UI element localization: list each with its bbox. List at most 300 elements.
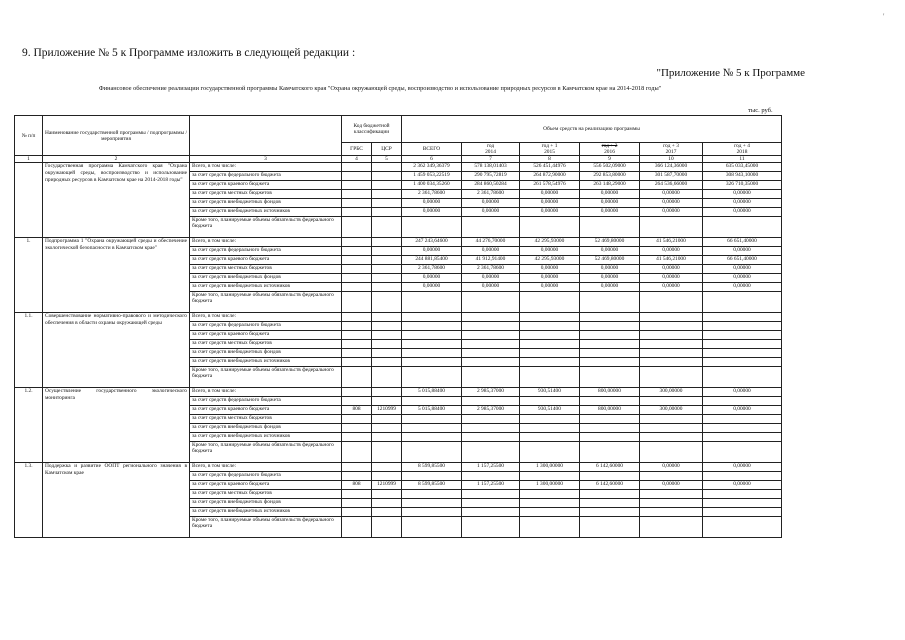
table-row [15, 463, 782, 472]
year-amount [703, 292, 782, 313]
funding-source: за счет средств краевого бюджета [190, 406, 342, 415]
funding-source: за счет средств краевого бюджета [190, 181, 342, 190]
year-amount [580, 331, 640, 340]
year-amount [580, 322, 640, 331]
col-index: 10 [640, 156, 703, 163]
year-amount [520, 508, 580, 517]
col-index: 1 [15, 156, 43, 163]
year-amount [640, 424, 703, 433]
year-amount [462, 349, 520, 358]
column-index-row [15, 156, 782, 163]
csr-code [372, 463, 402, 472]
table-row [15, 313, 782, 322]
grbs-code [342, 283, 372, 292]
funding-source: за счет средств внебюджетных источников [190, 208, 342, 217]
funding-source: за счет средств внебюджетных фондов [190, 349, 342, 358]
year-amount: 0,00000 [703, 481, 782, 490]
grbs-code [342, 163, 372, 172]
funding-source: за счет средств федерального бюджета [190, 397, 342, 406]
program-name: Осуществление государственного экологического мониторинга [43, 388, 190, 463]
row-number: 1.3. [15, 463, 43, 538]
year-amount [580, 292, 640, 313]
col-index: 6 [402, 156, 462, 163]
year-amount: 301 587,70000 [640, 172, 703, 181]
year-amount [703, 397, 782, 406]
year-amount [520, 358, 580, 367]
header-total-label: ВСЕГО [422, 146, 441, 152]
col-index: 5 [372, 156, 402, 163]
header-year-3 [580, 143, 640, 156]
year-amount: 0,00000 [520, 265, 580, 274]
csr-code [372, 424, 402, 433]
funding-source: за счет средств федерального бюджета [190, 472, 342, 481]
year-amount [462, 397, 520, 406]
row-number: 1. [15, 238, 43, 313]
year-amount [580, 415, 640, 424]
total-amount: 2 361,78600 [402, 190, 462, 199]
grbs-code [342, 256, 372, 265]
year-amount: 1 300,00000 [520, 481, 580, 490]
total-amount [402, 331, 462, 340]
year-amount [520, 331, 580, 340]
year-label: год + 4 [734, 143, 750, 149]
csr-code [372, 199, 402, 208]
year-amount [520, 433, 580, 442]
csr-code [372, 472, 402, 481]
year-amount: 0,00000 [640, 265, 703, 274]
year-amount: 300,00000 [640, 406, 703, 415]
year-amount: 1 157,25500 [462, 463, 520, 472]
year-amount: 0,00000 [703, 199, 782, 208]
year-amount: 42 295,93000 [520, 238, 580, 247]
year-amount [462, 331, 520, 340]
grbs-code [342, 331, 372, 340]
year-amount: 308 943,10000 [703, 172, 782, 181]
year-amount: 300,00000 [640, 388, 703, 397]
year-amount: 0,00000 [580, 208, 640, 217]
total-amount: 0,00000 [402, 247, 462, 256]
csr-code [372, 217, 402, 238]
grbs-code [342, 340, 372, 349]
total-amount [402, 508, 462, 517]
grbs-code [342, 463, 372, 472]
grbs-code [342, 190, 372, 199]
funding-source: Кроме того, планируемые объемы обязательств федерального бюджета [190, 517, 342, 538]
year-amount: 6 142,60000 [580, 463, 640, 472]
year-amount [640, 358, 703, 367]
year-amount: 800,00000 [580, 406, 640, 415]
csr-code [372, 442, 402, 463]
year-amount: 0,00000 [520, 247, 580, 256]
csr-code [372, 388, 402, 397]
year-amount [640, 340, 703, 349]
year-amount: 2 361,78600 [462, 265, 520, 274]
year-amount: 290 795,72819 [462, 172, 520, 181]
year-amount [462, 292, 520, 313]
total-amount [402, 358, 462, 367]
program-name: Государственная программа Камчатского края "Охрана окружающей среды, воспроизводство и использование природных ресурсов в Камчатском крае на 2014-2018 годы" [43, 163, 190, 238]
grbs-code [342, 181, 372, 190]
year-amount: 0,00000 [703, 388, 782, 397]
year-amount: 1 300,00000 [520, 463, 580, 472]
year-amount: 0,00000 [640, 247, 703, 256]
year-amount: 326 710,35000 [703, 181, 782, 190]
year-amount: 41 546,21000 [640, 256, 703, 265]
year-amount: 0,00000 [703, 463, 782, 472]
year-amount [520, 340, 580, 349]
csr-code: 1210999 [372, 481, 402, 490]
year-amount [703, 349, 782, 358]
year-amount: 0,00000 [462, 247, 520, 256]
year-amount [640, 433, 703, 442]
year-amount [640, 322, 703, 331]
year-amount [520, 367, 580, 388]
funding-source: Кроме того, планируемые объемы обязательств федерального бюджета [190, 292, 342, 313]
csr-code [372, 172, 402, 181]
funding-source: Всего, в том числе: [190, 313, 342, 322]
grbs-code [342, 490, 372, 499]
year-value: 2014 [485, 149, 496, 155]
csr-code [372, 283, 402, 292]
header-year-5 [703, 143, 782, 156]
year-amount: 264 536,66000 [640, 181, 703, 190]
grbs-code [342, 442, 372, 463]
grbs-code [342, 217, 372, 238]
header-year-1 [462, 143, 520, 156]
total-amount: 244 881,85400 [402, 256, 462, 265]
col-index: 11 [703, 156, 782, 163]
csr-code [372, 292, 402, 313]
grbs-code [342, 292, 372, 313]
year-amount [640, 313, 703, 322]
table-row [15, 388, 782, 397]
total-amount: 1 459 053,22519 [402, 172, 462, 181]
funding-source: за счет средств местных бюджетов [190, 415, 342, 424]
funding-source: за счет средств краевого бюджета [190, 331, 342, 340]
total-amount [402, 424, 462, 433]
year-amount: 52 469,80000 [580, 256, 640, 265]
year-amount: 0,00000 [520, 208, 580, 217]
year-amount: 0,00000 [520, 190, 580, 199]
csr-code [372, 517, 402, 538]
year-amount: 52 469,80000 [580, 238, 640, 247]
year-amount: 0,00000 [580, 265, 640, 274]
csr-code [372, 274, 402, 283]
grbs-code [342, 499, 372, 508]
total-amount [402, 322, 462, 331]
col-index: 3 [190, 156, 342, 163]
header-source [190, 116, 342, 156]
funding-source: за счет средств краевого бюджета [190, 256, 342, 265]
grbs-code [342, 238, 372, 247]
year-amount: 0,00000 [703, 265, 782, 274]
year-amount [640, 415, 703, 424]
year-amount [580, 349, 640, 358]
year-amount: 0,00000 [580, 199, 640, 208]
year-amount [703, 433, 782, 442]
year-amount [520, 397, 580, 406]
year-amount [520, 322, 580, 331]
funding-source: за счет средств федерального бюджета [190, 172, 342, 181]
csr-code [372, 433, 402, 442]
year-amount [703, 508, 782, 517]
year-amount: 635 033,45000 [703, 163, 782, 172]
year-amount: 0,00000 [640, 190, 703, 199]
year-amount [580, 397, 640, 406]
grbs-code: 808 [342, 406, 372, 415]
year-amount [462, 217, 520, 238]
total-amount: 5 015,88400 [402, 388, 462, 397]
total-amount: 0,00000 [402, 199, 462, 208]
csr-code [372, 163, 402, 172]
funding-source: за счет средств внебюджетных источников [190, 508, 342, 517]
year-amount: 0,00000 [640, 463, 703, 472]
grbs-code [342, 424, 372, 433]
funding-source: за счет средств местных бюджетов [190, 340, 342, 349]
year-amount [520, 292, 580, 313]
year-amount [520, 349, 580, 358]
total-amount [402, 367, 462, 388]
total-amount: 0,00000 [402, 208, 462, 217]
funding-source: за счет средств местных бюджетов [190, 490, 342, 499]
year-amount: 263 148,29000 [580, 181, 640, 190]
funding-source: Кроме того, планируемые объемы обязательств федерального бюджета [190, 217, 342, 238]
year-amount [703, 490, 782, 499]
grbs-code: 808 [342, 481, 372, 490]
total-amount [402, 415, 462, 424]
year-amount: 366 124,36000 [640, 163, 703, 172]
year-amount [580, 499, 640, 508]
funding-source: за счет средств краевого бюджета [190, 481, 342, 490]
appendix-label: "Приложение № 5 к Программе [656, 67, 805, 79]
year-label: год [486, 143, 495, 149]
year-amount: 0,00000 [703, 208, 782, 217]
grbs-code [342, 349, 372, 358]
year-amount: 0,00000 [640, 274, 703, 283]
year-amount [703, 472, 782, 481]
year-value: 2016 [604, 149, 615, 155]
year-amount [520, 217, 580, 238]
year-amount [640, 517, 703, 538]
year-amount [703, 217, 782, 238]
total-amount [402, 340, 462, 349]
col-index: 8 [520, 156, 580, 163]
year-amount [703, 331, 782, 340]
year-amount: 42 295,93000 [520, 256, 580, 265]
header-year-2 [520, 143, 580, 156]
year-amount [462, 313, 520, 322]
total-amount: 2 362 349,36379 [402, 163, 462, 172]
header-volume: Объем средств на реализацию программы [402, 116, 782, 143]
year-amount [580, 472, 640, 481]
csr-code [372, 322, 402, 331]
header-year-4 [640, 143, 703, 156]
year-amount [462, 442, 520, 463]
funding-source: за счет средств внебюджетных источников [190, 283, 342, 292]
year-amount [462, 499, 520, 508]
csr-code [372, 349, 402, 358]
year-amount: 0,00000 [703, 274, 782, 283]
year-amount [703, 313, 782, 322]
year-amount: 0,00000 [640, 199, 703, 208]
funding-source: за счет средств внебюджетных фондов [190, 274, 342, 283]
csr-code [372, 358, 402, 367]
year-label: год + 3 [663, 143, 679, 149]
year-amount [580, 424, 640, 433]
year-amount: 526 451,44976 [520, 163, 580, 172]
csr-code [372, 265, 402, 274]
header-kbk: Код бюджетной классификации [342, 116, 402, 143]
total-amount [402, 517, 462, 538]
year-amount: 0,00000 [640, 283, 703, 292]
funding-source: Всего, в том числе: [190, 163, 342, 172]
year-amount [640, 508, 703, 517]
funding-source: за счет средств местных бюджетов [190, 265, 342, 274]
year-amount [703, 517, 782, 538]
year-amount [580, 517, 640, 538]
year-amount [580, 313, 640, 322]
total-amount [402, 442, 462, 463]
header-num: № п/п [15, 116, 43, 156]
year-amount [462, 367, 520, 388]
year-amount: 0,00000 [703, 283, 782, 292]
year-amount [462, 358, 520, 367]
csr-code [372, 340, 402, 349]
year-amount [640, 217, 703, 238]
total-amount: 8 599,85500 [402, 481, 462, 490]
csr-code [372, 508, 402, 517]
funding-source: за счет средств внебюджетных источников [190, 433, 342, 442]
year-amount [703, 415, 782, 424]
total-amount [402, 490, 462, 499]
total-amount: 1 400 034,35260 [402, 181, 462, 190]
year-amount: 556 502,09000 [580, 163, 640, 172]
total-amount [402, 217, 462, 238]
year-amount [462, 340, 520, 349]
grbs-code [342, 247, 372, 256]
year-amount: 261 578,54976 [520, 181, 580, 190]
year-amount [580, 442, 640, 463]
header-total [402, 143, 462, 156]
grbs-code [342, 397, 372, 406]
year-value: 2018 [736, 149, 748, 155]
year-amount: 930,51400 [520, 406, 580, 415]
grbs-code [342, 415, 372, 424]
total-amount: 247 243,64600 [402, 238, 462, 247]
year-amount: 41 912,91400 [462, 256, 520, 265]
year-amount: 0,00000 [462, 208, 520, 217]
year-amount: 41 546,21000 [640, 238, 703, 247]
year-amount [520, 313, 580, 322]
year-amount [520, 472, 580, 481]
year-amount [580, 433, 640, 442]
year-value: 2017 [665, 149, 677, 155]
year-amount: 6 142,60000 [580, 481, 640, 490]
total-amount: 8 599,85500 [402, 463, 462, 472]
total-amount [402, 292, 462, 313]
funding-source: за счет средств внебюджетных фондов [190, 424, 342, 433]
csr-code: 1210999 [372, 406, 402, 415]
grbs-code [342, 274, 372, 283]
funding-source: за счет средств федерального бюджета [190, 247, 342, 256]
funding-source: Всего, в том числе: [190, 238, 342, 247]
year-amount: 0,00000 [703, 247, 782, 256]
total-amount: 0,00000 [402, 274, 462, 283]
table-caption: Финансовое обеспечение реализации государственной программы Камчатского края "Охрана окружающей среды, воспроизводство и использование природных ресурсов в Камчатском крае на 2014-2018 годы" [98, 85, 662, 92]
year-amount [640, 397, 703, 406]
financing-table [14, 115, 782, 538]
table-body [15, 163, 782, 538]
funding-source: Всего, в том числе: [190, 388, 342, 397]
year-amount [703, 424, 782, 433]
year-amount [520, 424, 580, 433]
year-amount [640, 367, 703, 388]
year-value: 2015 [544, 149, 555, 155]
grbs-code [342, 472, 372, 481]
grbs-code [342, 517, 372, 538]
total-amount [402, 472, 462, 481]
grbs-code [342, 208, 372, 217]
year-amount [640, 499, 703, 508]
year-amount [703, 322, 782, 331]
csr-code [372, 238, 402, 247]
funding-source: за счет средств внебюджетных фондов [190, 499, 342, 508]
grbs-code [342, 433, 372, 442]
header-csr: ЦСР [372, 143, 402, 156]
year-amount: 0,00000 [462, 283, 520, 292]
grbs-code [342, 322, 372, 331]
year-amount: 0,00000 [520, 274, 580, 283]
total-amount [402, 433, 462, 442]
csr-code [372, 397, 402, 406]
total-amount: 2 361,78600 [402, 265, 462, 274]
grbs-code [342, 172, 372, 181]
year-amount: 800,00000 [580, 388, 640, 397]
row-number: 1.2. [15, 388, 43, 463]
year-amount [520, 442, 580, 463]
year-amount: 0,00000 [462, 199, 520, 208]
total-amount [402, 499, 462, 508]
year-amount: 0,00000 [580, 274, 640, 283]
year-amount [462, 517, 520, 538]
year-amount: 0,00000 [640, 481, 703, 490]
year-amount: 0,00000 [640, 208, 703, 217]
csr-code [372, 190, 402, 199]
year-amount [462, 424, 520, 433]
col-index: 9 [580, 156, 640, 163]
year-amount [580, 217, 640, 238]
csr-code [372, 331, 402, 340]
year-amount: 66 651,40000 [703, 256, 782, 265]
year-amount [703, 367, 782, 388]
year-amount [640, 472, 703, 481]
year-amount [520, 415, 580, 424]
funding-source: за счет средств местных бюджетов [190, 190, 342, 199]
year-amount: 2 985,37000 [462, 406, 520, 415]
page-corner-mark: ' [883, 12, 885, 21]
year-amount [520, 499, 580, 508]
year-label: год + 1 [541, 143, 558, 149]
row-number [15, 163, 43, 238]
year-amount [703, 442, 782, 463]
funding-source: Кроме того, планируемые объемы обязательств федерального бюджета [190, 442, 342, 463]
csr-code [372, 313, 402, 322]
year-amount: 2 361,78600 [462, 190, 520, 199]
year-amount: 284 860,50284 [462, 181, 520, 190]
csr-code [372, 247, 402, 256]
program-name: Поддержка и развитие ООПТ регионального значения в Камчатском крае [43, 463, 190, 538]
year-amount [462, 472, 520, 481]
